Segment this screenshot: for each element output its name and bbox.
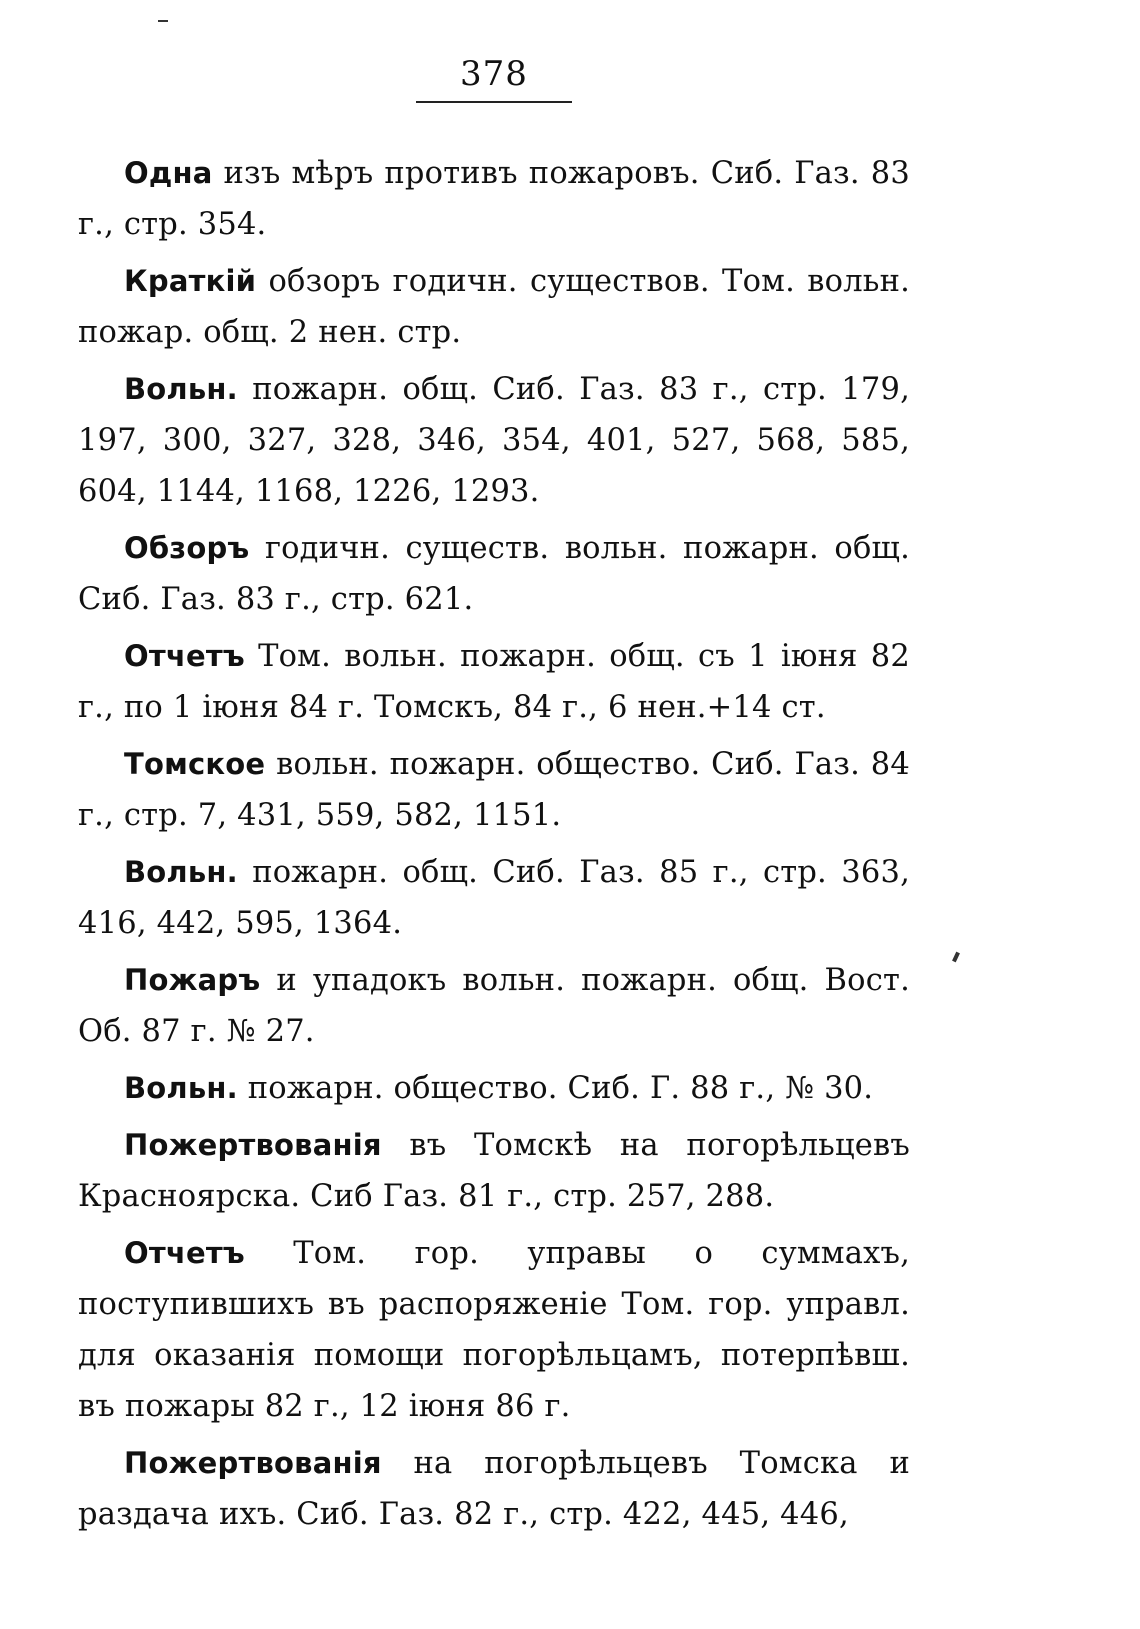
scan-speck — [952, 952, 960, 963]
bibliography-entry — [78, 523, 910, 625]
scan-speck — [158, 20, 168, 22]
entry-lead-word: Пожаръ — [124, 963, 261, 997]
entry-lead-word: Вольн. — [124, 372, 238, 406]
entry-text: изъ мѣръ противъ пожаровъ. Сиб. Газ. 83 г., стр. 354. — [78, 156, 910, 242]
entry-lead-word: Вольн. — [124, 1071, 238, 1105]
entry-text: на погорѣльцевъ Томска и раздача ихъ. Сиб. Газ. 82 г., стр. 422, 445, 446, — [78, 1446, 910, 1532]
bibliography-entries — [78, 148, 910, 1546]
bibliography-entry — [78, 1063, 910, 1114]
entry-text: пожарн. общ. Сиб. Газ. 83 г., стр. 179, 197, 300, 327, 328, 346, 354, 401, 527, 568, 585, 604, 1144, 1168, 1226, 1293. — [78, 372, 910, 509]
entry-lead-word: Пожертвованія — [124, 1446, 382, 1480]
entry-text: пожарн. общество. Сиб. Г. 88 г., № 30. — [247, 1071, 874, 1106]
entry-text: пожарн. общ. Сиб. Газ. 85 г., стр. 363, 416, 442, 595, 1364. — [78, 855, 910, 941]
entry-lead-word: Вольн. — [124, 855, 238, 889]
book-page — [78, 0, 910, 1629]
bibliography-entry — [78, 955, 910, 1057]
bibliography-entry — [78, 148, 910, 250]
bibliography-entry — [78, 1228, 910, 1432]
bibliography-entry — [78, 847, 910, 949]
bibliography-entry — [78, 256, 910, 358]
entry-text: вольн. пожарн. общество. Сиб. Газ. 84 г., стр. 7, 431, 559, 582, 1151. — [78, 747, 910, 833]
entry-lead-word: Отчетъ — [124, 639, 245, 673]
entry-text: Том. гор. управы о суммахъ, поступившихъ въ распоряженіе Том. гор. управл. для оказанія помощи погорѣльцамъ, потерпѣвш. въ пожары 82 г., 12 іюня 86 г. — [78, 1236, 910, 1424]
entry-lead-word: Краткій — [124, 264, 257, 298]
bibliography-entry — [78, 364, 910, 517]
bibliography-entry — [78, 1120, 910, 1222]
bibliography-entry — [78, 1438, 910, 1540]
entry-lead-word: Обзоръ — [124, 531, 250, 565]
bibliography-entry — [78, 631, 910, 733]
page-number-rule — [416, 101, 572, 103]
entry-text: Том. вольн. пожарн. общ. съ 1 іюня 82 г., по 1 іюня 84 г. Томскъ, 84 г., 6 нен.+14 ст. — [78, 639, 910, 725]
entry-lead-word: Одна — [124, 156, 213, 190]
entry-text: обзоръ годичн. существов. Том. вольн. пожар. общ. 2 нен. стр. — [78, 264, 910, 350]
entry-text: въ Томскѣ на погорѣльцевъ Красноярска. Сиб Газ. 81 г., стр. 257, 288. — [78, 1128, 910, 1214]
page-number: 378 — [460, 54, 528, 94]
entry-lead-word: Пожертвованія — [124, 1128, 382, 1162]
entry-text: годичн. существ. вольн. пожарн. общ. Сиб. Газ. 83 г., стр. 621. — [78, 531, 910, 617]
entry-lead-word: Отчетъ — [124, 1236, 245, 1270]
entry-text: и упадокъ вольн. пожарн. общ. Вост. Об. 87 г. № 27. — [78, 963, 910, 1049]
bibliography-entry — [78, 739, 910, 841]
entry-lead-word: Томское — [124, 747, 266, 781]
